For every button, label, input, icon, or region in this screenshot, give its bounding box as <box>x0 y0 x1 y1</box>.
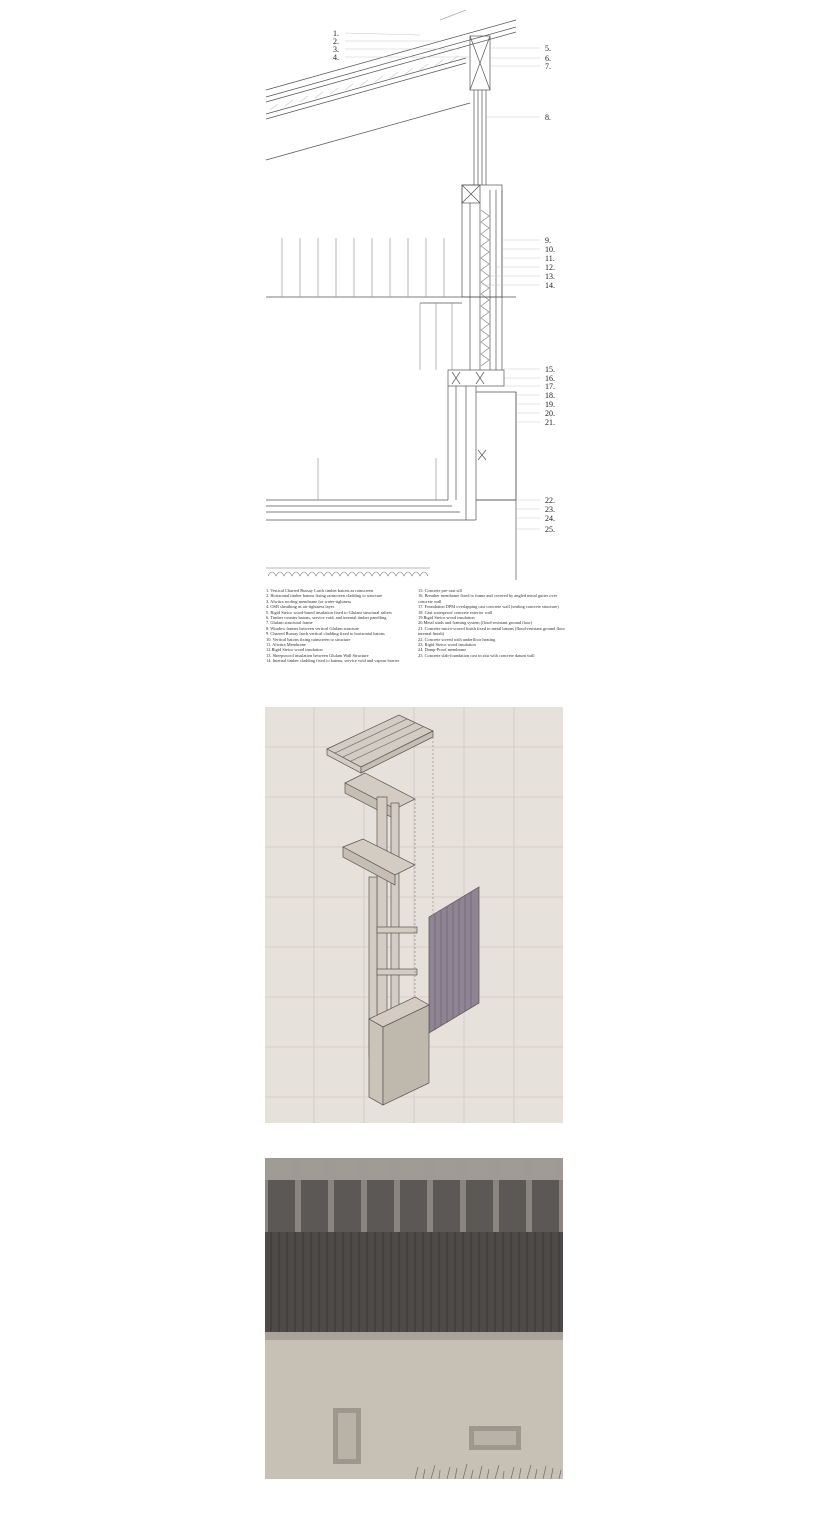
callout-23: 23. <box>545 505 555 514</box>
legend-item: 9. Charred Russay larch vertical cladding fixed to horizontal batons <box>266 631 385 637</box>
wall-section-drawing <box>0 0 828 585</box>
legend-item: 13. Sheepswool insulation between Glulam Wall Structure <box>266 652 369 658</box>
callout-13: 13. <box>545 272 555 281</box>
legend-item: 17. Foundation DPM overlapping cast concrete wall (sealing concrete structure) <box>418 604 559 610</box>
legend-item: 15. Concrete pre-cast sill <box>418 588 462 593</box>
legend-item: 21. Concrete micro-scored finish fixed to metal batons (flood-resistant ground floor internal finish) <box>418 625 565 637</box>
callout-12: 12. <box>545 263 555 272</box>
callout-25: 25. <box>545 525 555 534</box>
legend-item: 16. Breather membrane fixed to frame and covered by angled metal gutter over concrete wall <box>418 593 558 604</box>
callout-8: 8. <box>545 113 551 122</box>
callout-20: 20. <box>545 409 555 418</box>
legend-item: 24. Damp-Proof membrane <box>418 647 467 653</box>
callout-1: 1. <box>333 29 339 38</box>
section-linework <box>0 0 828 585</box>
legend-item: 23. Rigid Steico wood insulation <box>418 642 476 648</box>
legend-item: 12.Rigid Steico wood insulation <box>266 647 323 653</box>
callout-24: 24. <box>545 514 555 523</box>
axonometric-drawing <box>265 707 563 1123</box>
legend-item: 7. Glulam structural frame <box>266 620 313 626</box>
exploded-axonometric <box>265 707 563 1123</box>
legend-item: 6. Timber counter batons, service void, and internal timber panelling <box>266 615 387 621</box>
legend-item: 2. Horizontal timber batons fixing rainscreen cladding to structure <box>266 593 383 599</box>
callout-4: 4. <box>333 53 339 62</box>
callout-6: 6. <box>545 54 551 63</box>
legend-item: 14. Internal timber cladding fixed to batons, service void and vapour barrier <box>266 658 400 664</box>
legend-item: 4. OSB sheathing as air-tightness layer <box>266 604 335 610</box>
legend-item: 3. Alwitra roofing membrane for water-tightness <box>266 598 352 604</box>
legend-item: 25. Concrete slab-foundation cast in situ with concrete datum wall <box>418 652 535 658</box>
callout-17: 17. <box>545 382 555 391</box>
callout-16: 16. <box>545 374 555 383</box>
callout-18: 18. <box>545 391 555 400</box>
legend-item: 19.Rigid Steico wood insulation <box>418 615 475 621</box>
callout-21: 21. <box>545 418 555 427</box>
elevation-drawing <box>265 1158 563 1479</box>
legend-item: 22. Concrete screed with underfloor heating <box>418 636 496 642</box>
legend-item: 18. Cast waterproof concrete exterior wall <box>418 609 493 615</box>
legend-item: 8. Window frames between vertical Glulam structure <box>266 625 360 631</box>
legend-left-column <box>266 588 416 664</box>
callout-19: 19. <box>545 400 555 409</box>
legend-right-column <box>418 588 568 658</box>
callout-11: 11. <box>545 254 555 263</box>
legend-item: 10. Vertical batons fixing rainscreen to structure <box>266 636 351 642</box>
legend-item: 1. Vertical Charred Russay Larch timber batons as rainscreen <box>266 588 374 593</box>
facade-elevation <box>265 1158 563 1479</box>
callout-9: 9. <box>545 236 551 245</box>
callout-7: 7. <box>545 62 551 71</box>
callout-15: 15. <box>545 365 555 374</box>
callout-3: 3. <box>333 45 339 54</box>
callout-5: 5. <box>545 44 551 53</box>
legend-item: 11. Alwitra Membrane <box>266 642 306 648</box>
callout-2: 2. <box>333 37 339 46</box>
callout-22: 22. <box>545 496 555 505</box>
legend-item: 20.Metal studs and framing system (flood-resistant ground floor) <box>418 620 533 626</box>
callout-10: 10. <box>545 245 555 254</box>
callout-14: 14. <box>545 281 555 290</box>
legend-item: 5. Rigid Steico wood-based insulation fixed to Glulam structural rafters <box>266 609 392 615</box>
